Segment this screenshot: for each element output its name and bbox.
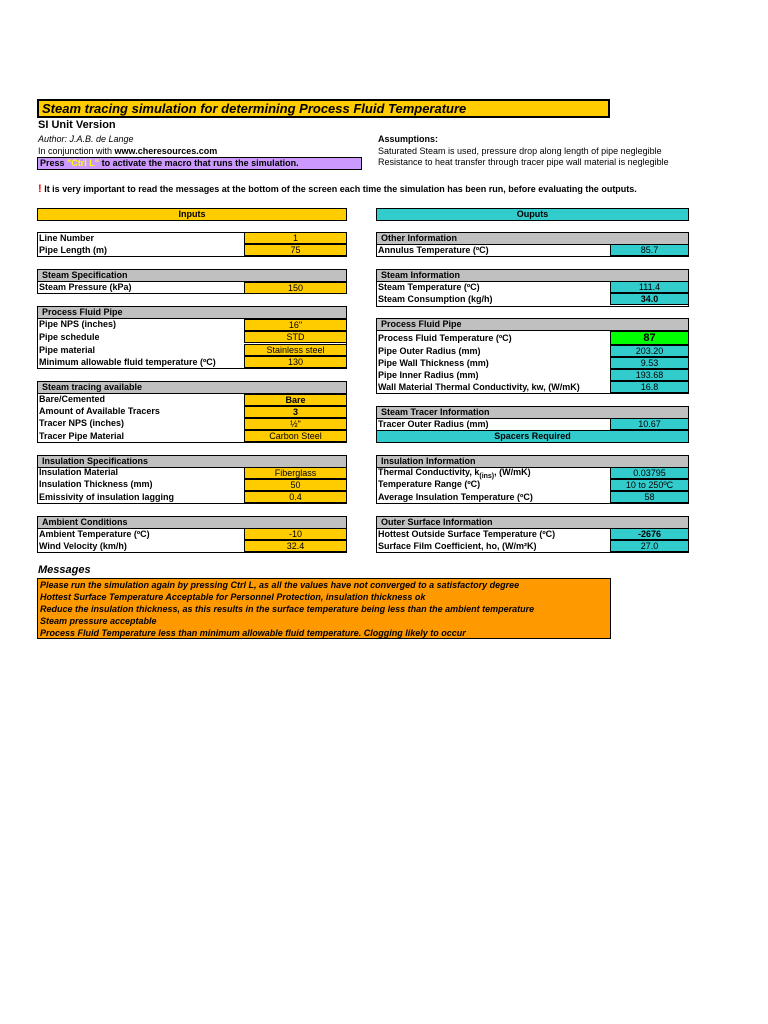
pipe-schedule-select[interactable]: STD: [244, 331, 347, 343]
tracers-input[interactable]: 3: [244, 406, 347, 418]
pipe-length-input[interactable]: 75: [244, 244, 347, 256]
avg-ins-label: Average Insulation Temperature (ºC): [378, 492, 533, 502]
warning-text: It is very important to read the messages at the bottom of the screen each time the simulation has been run, before evaluating the outputs.: [44, 184, 637, 194]
outer-radius-value: 203.20: [610, 345, 689, 357]
press-prefix: Press: [40, 158, 68, 168]
emissivity-label: Emissivity of insulation lagging: [39, 492, 175, 502]
wind-label: Wind Velocity (km/h): [39, 541, 127, 551]
tracer-info-title: Steam Tracer Information: [376, 406, 689, 419]
avg-ins-value: 58: [610, 491, 689, 503]
ambient-temp-label: Ambient Temperature (ºC): [39, 529, 150, 539]
min-temp-input[interactable]: 130: [244, 356, 347, 368]
message-line: Please run the simulation again by pressing Ctrl L, as all the values have not converged to a satisfactory degree: [40, 580, 520, 590]
pfp-output-title: Process Fluid Pipe: [376, 318, 689, 331]
pft-label: Process Fluid Temperature (ºC): [378, 333, 512, 343]
temp-range-label: Temperature Range (ºC): [378, 479, 481, 489]
message-line: Reduce the insulation thickness, as this results in the surface temperature being less than the ambient temperature: [40, 604, 535, 614]
tracer-nps-select[interactable]: ½": [244, 418, 347, 430]
other-info-title: Other Information: [376, 232, 689, 245]
sheet-title: Steam tracing simulation for determining Process Fluid Temperature: [37, 99, 610, 118]
steam-pressure-label: Steam Pressure (kPa): [39, 282, 132, 292]
steam-spec-title: Steam Specification: [37, 269, 347, 282]
warning-line: [38, 183, 637, 195]
steam-info-title: Steam Information: [376, 269, 689, 282]
ambient-temp-input[interactable]: -10: [244, 528, 347, 540]
annulus-value: 85.7: [610, 244, 689, 256]
message-line: Process Fluid Temperature less than minimum allowable fluid temperature. Clogging likely to occur: [40, 628, 466, 638]
warning-icon: !: [38, 183, 42, 195]
pipe-length-label: Pipe Length (m): [39, 245, 107, 255]
film-value: 27.0: [610, 540, 689, 552]
ins-info-title: Insulation Information: [376, 455, 689, 468]
assumption-2: Resistance to heat transfer through tracer pipe wall material is neglegible: [378, 157, 669, 167]
tracers-label: Amount of Available Tracers: [39, 406, 160, 416]
insulation-material-label: Insulation Material: [39, 467, 119, 477]
tracer-radius-value: 10.67: [610, 418, 689, 430]
tracer-material-label: Tracer Pipe Material: [39, 431, 125, 441]
line-number-input[interactable]: 1: [244, 232, 347, 244]
pipe-material-select[interactable]: Stainless steel: [244, 344, 347, 356]
wind-input[interactable]: 32.4: [244, 540, 347, 552]
thermal-k-label-post: , (W/mK): [494, 467, 531, 477]
insulation-thickness-label: Insulation Thickness (mm): [39, 479, 153, 489]
press-suffix: to activate the macro that runs the simulation.: [99, 158, 299, 168]
website-link[interactable]: www.cheresources.com: [114, 146, 218, 156]
messages-box: [37, 578, 611, 639]
temp-range-value: 10 to 250ºC: [610, 479, 689, 491]
steam-consumption-label: Steam Consumption (kg/h): [378, 294, 493, 304]
ambient-title: Ambient Conditions: [37, 516, 347, 529]
pipe-material-label: Pipe material: [39, 345, 96, 355]
wall-k-label: Wall Material Thermal Conductivity, kw, (W/mK): [378, 382, 580, 392]
tracer-material-select[interactable]: Carbon Steel: [244, 430, 347, 442]
insulation-thickness-input[interactable]: 50: [244, 479, 347, 491]
steam-pressure-input[interactable]: 150: [244, 282, 347, 294]
inputs-header: Inputs: [37, 208, 347, 221]
unit-version: SI Unit Version: [38, 119, 116, 131]
messages-title: Messages: [38, 564, 91, 576]
tracing-title: Steam tracing available: [37, 381, 347, 394]
steam-temp-value: 111.4: [610, 281, 689, 293]
insulation-material-select[interactable]: Fiberglass: [244, 467, 347, 479]
steam-temp-label: Steam Temperature (ºC): [378, 282, 480, 292]
bare-label: Bare/Cemented: [39, 394, 106, 404]
film-label: Surface Film Coefficient, ho, (W/m²K): [378, 541, 537, 551]
pipe-nps-select[interactable]: 16": [244, 319, 347, 331]
pfp-input-title: Process Fluid Pipe: [37, 306, 347, 319]
inner-radius-value: 193.68: [610, 369, 689, 381]
macro-instruction: [37, 157, 362, 170]
thermal-k-label: [378, 467, 531, 479]
steam-consumption-value: 34.0: [610, 293, 689, 305]
assumptions-title: Assumptions:: [378, 134, 439, 144]
ctrl-l-key: "Ctrl L": [67, 158, 100, 168]
pipe-schedule-label: Pipe schedule: [39, 332, 100, 342]
thermal-k-label-sub: (ins): [479, 472, 495, 480]
hottest-value: -2676: [610, 528, 689, 540]
bare-select[interactable]: Bare: [244, 394, 347, 406]
inner-radius-label: Pipe Inner Radius (mm): [378, 370, 479, 380]
pft-value: 87: [610, 331, 689, 345]
hottest-label: Hottest Outside Surface Temperature (ºC): [378, 529, 556, 539]
wall-thickness-value: 9.53: [610, 357, 689, 369]
author: Author: J.A.B. de Lange: [38, 134, 134, 144]
outer-info-title: Outer Surface Information: [376, 516, 689, 529]
thermal-k-value: 0.03795: [610, 467, 689, 479]
annulus-label: Annulus Temperature (ºC): [378, 245, 489, 255]
min-temp-label: Minimum allowable fluid temperature (ºC): [39, 357, 216, 367]
emissivity-input[interactable]: 0.4: [244, 491, 347, 503]
insulation-spec-title: Insulation Specifications: [37, 455, 347, 468]
assumption-1: Saturated Steam is used, pressure drop along length of pipe neglegible: [378, 146, 662, 156]
pipe-nps-label: Pipe NPS (inches): [39, 319, 117, 329]
conjunction-prefix: In conjunction with: [38, 146, 115, 156]
outer-radius-label: Pipe Outer Radius (mm): [378, 346, 481, 356]
line-number-label: Line Number: [39, 233, 95, 243]
wall-k-value: 16.8: [610, 381, 689, 393]
message-line: Hottest Surface Temperature Acceptable for Personnel Protection, insulation thickness ok: [40, 592, 426, 602]
spacers-required-status: Spacers Required: [376, 430, 689, 443]
wall-thickness-label: Pipe Wall Thickness (mm): [378, 358, 489, 368]
thermal-k-label-pre: Thermal Conductivity, k: [378, 467, 480, 477]
conjunction-line: [38, 146, 217, 156]
message-line: Steam pressure acceptable: [40, 616, 157, 626]
outputs-header: Ouputs: [376, 208, 689, 221]
tracer-nps-label: Tracer NPS (inches): [39, 418, 125, 428]
tracer-radius-label: Tracer Outer Radius (mm): [378, 419, 489, 429]
